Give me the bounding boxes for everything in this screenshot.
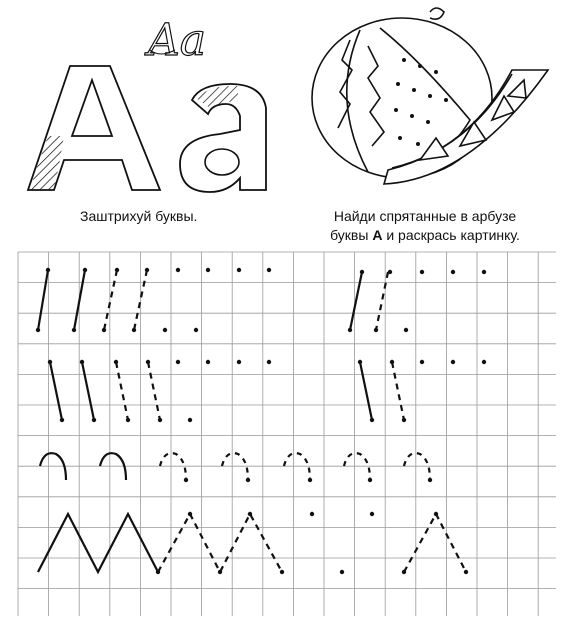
guide-dot [358,360,362,364]
practice-row-1 [38,270,388,330]
caption-right-bold-letter: А [372,227,383,243]
caption-right-post: и раскрась картинку. [382,227,520,243]
guide-dot [246,478,250,482]
guide-dot [402,418,406,422]
guide-dot [404,328,408,332]
script-letters: Aa [148,15,207,66]
outline-letter-upper-a [28,66,160,190]
guide-dot [80,360,84,364]
guide-dot [434,512,438,516]
caption-right-pre: буквы [330,227,373,243]
practice-row-2 [50,362,404,420]
guide-dot [388,270,392,274]
guide-dot [132,328,136,332]
guide-dot [482,270,486,274]
guide-dot [370,512,374,516]
guide-dot [310,512,314,516]
guide-dot [60,418,64,422]
guide-dot [368,478,372,482]
guide-dot [46,268,50,272]
guide-dot [420,270,424,274]
caption-left: Заштрихуй буквы. [80,208,198,224]
guide-dot [184,478,188,482]
guide-dot [451,270,455,274]
guide-dot [48,360,52,364]
guide-dot [126,418,130,422]
guide-dot [188,418,192,422]
guide-dot [92,418,96,422]
guide-dots [36,268,486,574]
guide-dot [218,570,222,574]
caption-right-line-2 [300,226,550,245]
guide-dot [145,268,149,272]
guide-dot [163,328,167,332]
guide-dot [374,328,378,332]
guide-dot [482,360,486,364]
guide-dot [158,418,162,422]
guide-dot [340,570,344,574]
guide-dot [194,328,198,332]
guide-dot [114,360,118,364]
guide-dot [370,418,374,422]
guide-dot [176,268,180,272]
practice-row-4 [38,514,466,572]
guide-dot [237,268,241,272]
watermelon-icon [312,8,548,184]
guide-dot [102,328,106,332]
outline-letter-lower-a [180,84,266,192]
guide-dot [308,478,312,482]
guide-dot [188,512,192,516]
guide-dot [390,360,394,364]
guide-dot [156,570,160,574]
guide-dot [348,328,352,332]
guide-dot [360,270,364,274]
guide-dot [237,360,241,364]
guide-dot [267,360,271,364]
guide-dot [280,570,284,574]
guide-dot [115,268,119,272]
guide-dot [83,268,87,272]
guide-dot [402,570,406,574]
guide-dot [176,360,180,364]
guide-dot [206,360,210,364]
guide-dot [464,570,468,574]
caption-right [300,207,550,245]
guide-dot [248,512,252,516]
guide-dot [72,328,76,332]
guide-dot [36,328,40,332]
guide-dot [146,360,150,364]
caption-right-line-1: Найди спрятанные в арбузе [333,208,517,224]
guide-dot [451,360,455,364]
guide-dot [206,268,210,272]
guide-dot [428,478,432,482]
guide-dot [267,268,271,272]
guide-dot [420,360,424,364]
practice-grid [18,252,556,616]
